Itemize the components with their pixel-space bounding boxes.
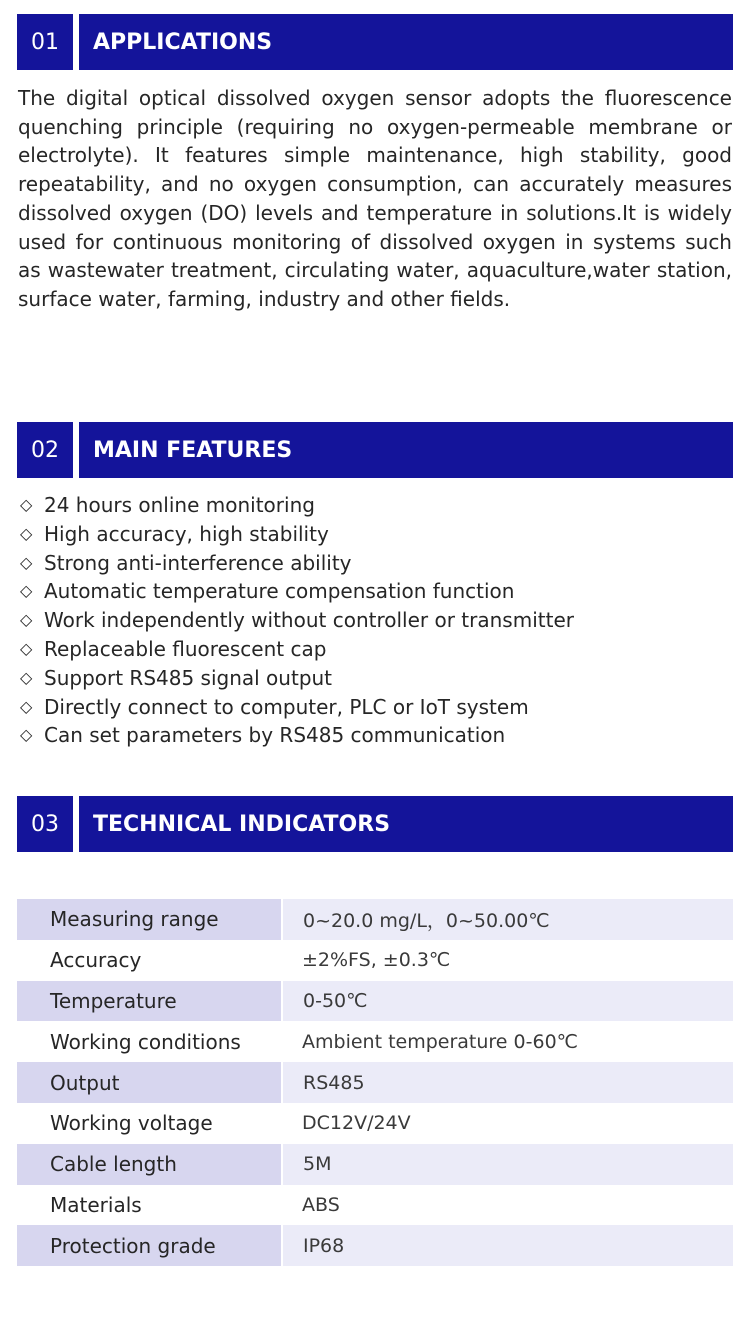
features-list [20,491,574,750]
section-header-main-features [17,422,733,478]
spec-label: Working conditions [50,1029,241,1054]
section-title: TECHNICAL INDICATORS [79,796,733,852]
spec-value: 0~20.0 mg/L，0~50.00℃ [282,899,733,940]
diamond-outline-icon: ◇ [20,667,33,687]
section-number: 03 [17,796,73,852]
spec-value: IP68 [282,1225,733,1266]
feature-item: ◇ Work independently without controller or transmitter [20,606,574,635]
diamond-outline-icon: ◇ [20,696,33,716]
table-row [17,1185,733,1226]
diamond-outline-icon: ◇ [20,523,33,543]
diamond-outline-icon: ◇ [20,581,33,601]
spec-label: Working voltage [50,1111,213,1136]
table-row [17,1021,733,1062]
spec-value: Ambient temperature 0-60℃ [302,1030,578,1053]
spec-table [17,899,733,1266]
spec-value: 0-50℃ [282,981,733,1022]
spec-value: RS485 [282,1062,733,1103]
table-row [17,1062,733,1103]
feature-item: ◇ Strong anti-interference ability [20,549,574,578]
feature-item: ◇ Replaceable fluorescent cap [20,635,574,664]
spec-label: Cable length [17,1144,282,1185]
diamond-outline-icon: ◇ [20,610,33,630]
table-row [17,940,733,981]
diamond-outline-icon: ◇ [20,638,33,658]
spec-label: Accuracy [50,948,142,973]
table-row [17,981,733,1022]
section-header-technical-indicators [17,796,733,852]
applications-paragraph: The digital optical dissolved oxygen sensor adopts the fluorescence quenching principle (requiring no oxygen-permeable membrane or electrolyte). It features simple maintenance, high stability, good repeatability, and no oxygen consumption, can accurately measures dissolved oxygen (DO) levels and temperature in solutions.It is widely used for continuous monitoring of dissolved oxygen in systems such as wastewater treatment, circulating water, aquaculture,water station, surface water, farming, industry and other fields. [18,86,732,311]
spec-label: Protection grade [17,1225,282,1266]
table-row [17,1144,733,1185]
spec-label: Temperature [17,981,282,1022]
section-number: 01 [17,14,73,70]
spec-label: Materials [50,1192,142,1217]
spec-value: 5M [282,1144,733,1185]
spec-value: DC12V/24V [302,1112,411,1135]
section-title: MAIN FEATURES [79,422,733,478]
feature-item: ◇ Support RS485 signal output [20,664,574,693]
feature-item: ◇ Can set parameters by RS485 communication [20,721,574,750]
table-row [17,1103,733,1144]
spec-label: Measuring range [17,899,282,940]
diamond-outline-icon: ◇ [20,552,33,572]
spec-value: ±2%FS, ±0.3℃ [302,949,451,972]
feature-item: ◇ Directly connect to computer, PLC or IoT system [20,693,574,722]
table-row [17,1225,733,1266]
section-number: 02 [17,422,73,478]
spec-label: Output [17,1062,282,1103]
section-title: APPLICATIONS [79,14,733,70]
diamond-outline-icon: ◇ [20,725,33,745]
section-header-applications [17,14,733,70]
diamond-outline-icon: ◇ [20,495,33,514]
feature-item: ◇ High accuracy, high stability [20,520,574,549]
table-row [17,899,733,940]
feature-item: ◇ Automatic temperature compensation function [20,577,574,606]
spec-value: ABS [302,1193,340,1216]
feature-item: ◇ 24 hours online monitoring [20,491,574,520]
